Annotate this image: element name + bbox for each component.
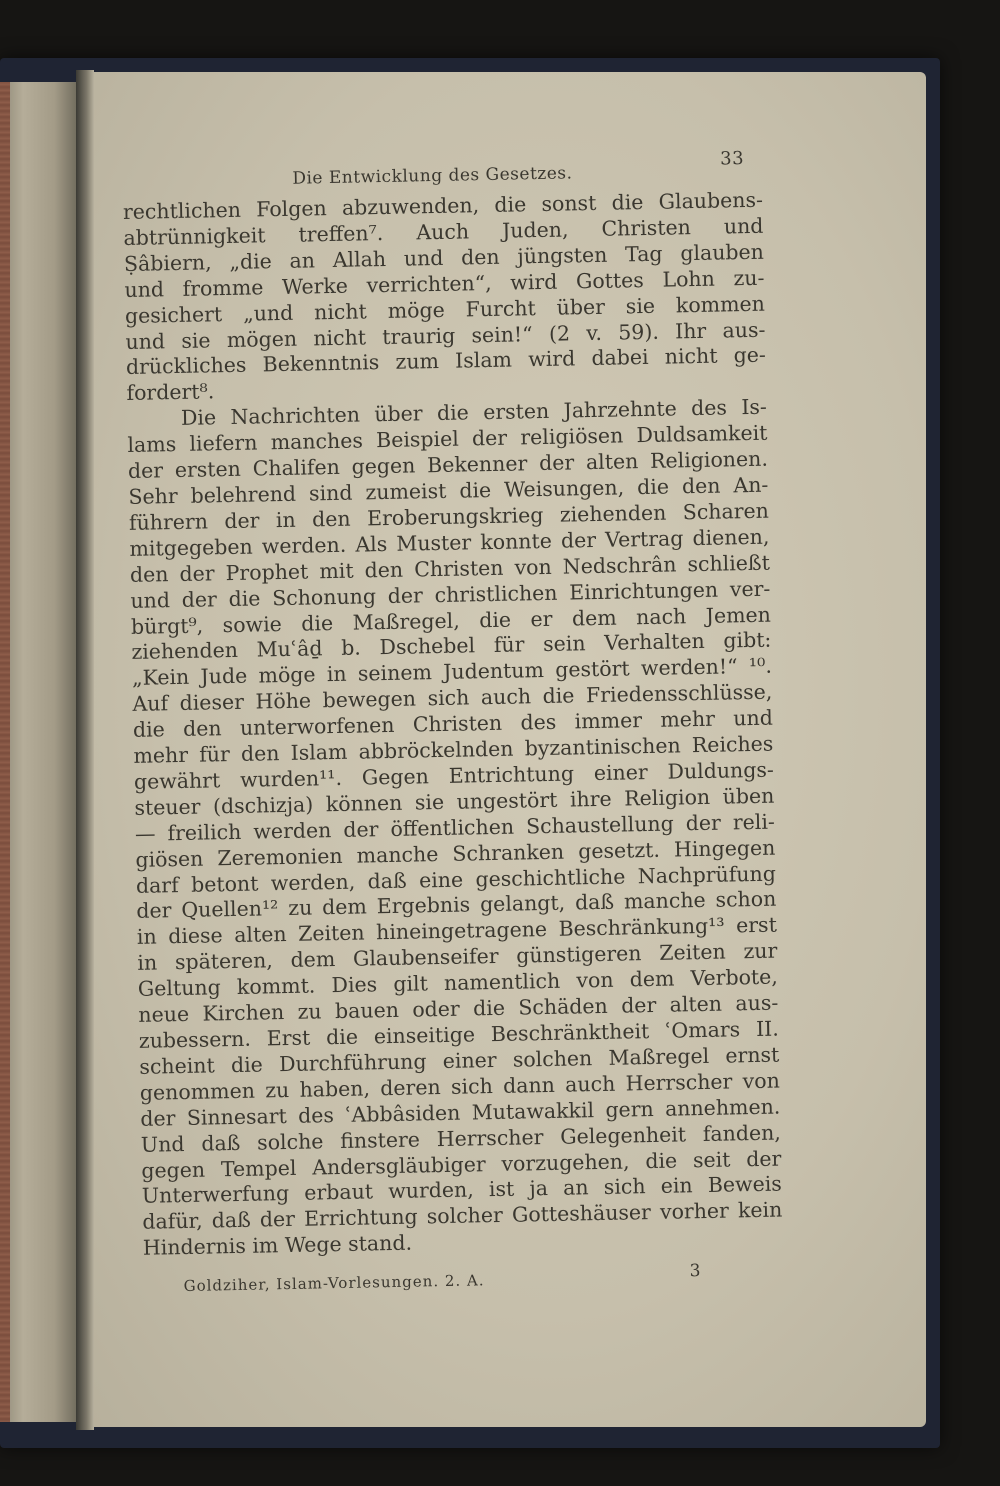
running-head-title: Die Entwicklung des Gesetzes. [292, 163, 573, 189]
text-line: Hindernis im Wege stand. [142, 1230, 413, 1261]
text-line: Sehr belehrend sind zumeist die Weisungen, die den An- [128, 472, 769, 509]
text-line: die den unterworfenen Christen des immer mehr und [132, 705, 774, 743]
paragraph [123, 188, 767, 407]
text-line: drückliches Bekenntnis zum Islam wird dabei nicht ge- [125, 343, 767, 380]
text-line: der ersten Chalifen gegen Bekenner der alten Religionen. [127, 446, 769, 484]
text-line: mehr für den Islam abbröckelnden byzantinischen Reiches [133, 731, 774, 768]
page-edge-stain [0, 82, 10, 1422]
text-line: Unterwerfung erbaut wurden, ist ja an sich ein Beweis [141, 1171, 783, 1209]
text-line: mitgegeben werden. Als Muster konnte der Vertrag dienen, [129, 524, 770, 561]
sheet-number: 3 [689, 1261, 702, 1282]
text-line: „Kein Jude möge in seinem Judentum gestört werden!“ ¹⁰. [131, 653, 773, 691]
text-line: der Sinnesart des ʿAbbâsiden Mutawakkil gern annehmen. [140, 1094, 781, 1131]
text-line: lams liefern manches Beispiel der religiösen Duldsamkeit [127, 420, 768, 458]
text-line: dafür, daß der Errichtung solcher Gotteshäuser vorher kein [142, 1197, 783, 1235]
text-line: zubessern. Erst die einseitige Beschränktheit ʿOmars II. [138, 1016, 780, 1053]
text-line: Auf dieser Höhe bewegen sich auch die Friedensschlüsse, [132, 679, 773, 717]
text-line: Ṣâbiern, „die an Allah und den jüngsten Tag glauben [123, 239, 765, 276]
text-line: scheint die Durchführung einer solchen Maßregel ernst [139, 1042, 780, 1079]
text-line: fordert⁸. [126, 379, 215, 406]
previous-page-edge [0, 82, 79, 1422]
paragraph [127, 395, 783, 1262]
page-text-block [122, 148, 784, 1300]
text-line: — freilich werden der öffentlichen Schaustellung der reli- [134, 809, 776, 846]
text-line: führern der in den Eroberungskrieg ziehenden Scharen [128, 498, 770, 535]
text-line: darf betont werden, daß eine geschichtliche Nachprüfung [135, 861, 777, 898]
text-line: neue Kirchen zu bauen oder die Schäden der alten aus- [138, 990, 779, 1027]
text-line: der Quellen¹² zu dem Ergebnis gelangt, daß manche schon [136, 887, 777, 924]
text-line: Und daß solche finstere Herrscher Gelegenheit fanden, [140, 1120, 782, 1157]
text-line: genommen zu haben, deren sich dann auch Herrscher von [139, 1068, 781, 1105]
text-line: gesichert „und nicht möge Furcht über sie kommen [124, 291, 766, 328]
text-line: Die Nachrichten über die ersten Jahrzehnte des Is- [180, 394, 768, 431]
text-line: steuer (dschizja) können sie ungestört ihre Religion üben [134, 783, 775, 820]
text-line: und sie mögen nicht traurig sein!“ (2 v. 59). Ihr aus- [125, 317, 766, 354]
text-line: gegen Tempel Andersgläubiger vorzugehen, die seit der [141, 1146, 782, 1183]
footer-signature: Goldziher, Islam-Vorlesungen. 2. A. [183, 1271, 485, 1296]
text-line: bürgt⁹, sowie die Maßregel, die er dem nach Jemen [130, 602, 772, 639]
body-text [123, 188, 783, 1262]
text-line: abtrünnigkeit treffen⁷. Auch Juden, Christen und [123, 213, 764, 250]
text-line: in diese alten Zeiten hineingetragene Beschränkung¹³ erst [136, 912, 778, 950]
text-line: und der die Schonung der christlichen Einrichtungen ver- [130, 576, 771, 613]
text-line: Geltung kommt. Dies gilt namentlich von dem Verbote, [137, 964, 779, 1002]
text-line: ziehenden Muʿâḏ b. Dschebel für sein Verhalten gibt: [131, 628, 772, 665]
text-line: rechtlichen Folgen abzuwenden, die sonst die Glaubens- [122, 187, 764, 224]
text-line: in späteren, dem Glaubenseifer günstigeren Zeiten zur [137, 938, 778, 976]
book-gutter [76, 70, 94, 1430]
text-line: gewährt wurden¹¹. Gegen Entrichtung einer Duldungs- [133, 757, 775, 794]
page-number: 33 [719, 148, 745, 170]
text-line: giösen Zeremonien manche Schranken gesetzt. Hingegen [135, 835, 776, 872]
text-line: und fromme Werke verrichten“, wird Gottes Lohn zu- [124, 265, 765, 302]
text-line: den der Prophet mit den Christen von Nedschrân schließt [129, 550, 771, 587]
